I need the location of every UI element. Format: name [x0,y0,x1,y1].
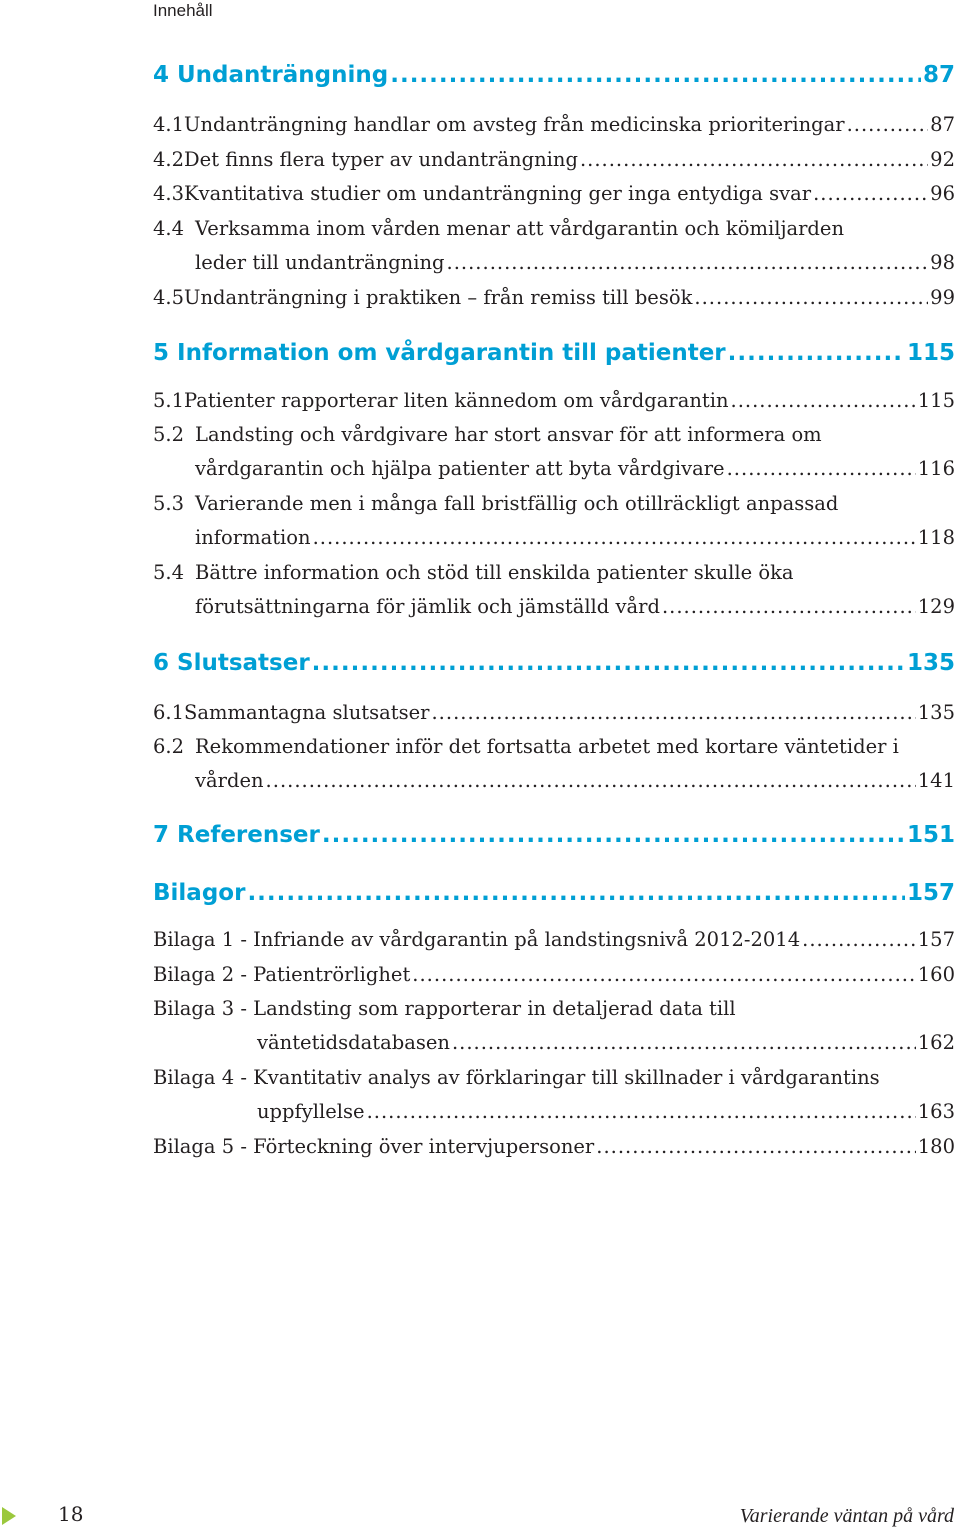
appendix-title: Bilaga 1 - Infriande av vårdgarantin på landstingsnivå 2012-2014 [153,928,801,951]
running-head: Innehåll [153,1,213,20]
section-number: 5.4 [153,561,185,584]
toc-page-number: 157 [917,928,955,951]
section-number: 5.2 [153,423,185,446]
toc-entry-5-3[interactable] [153,487,955,555]
toc-page-number: 135 [906,650,955,676]
toc-entry-4-5[interactable] [153,281,955,315]
section-title: Kvantitativa studier om undanträngning ger inga entydiga svar [184,182,812,205]
appendix-title: Bilaga 2 - Patientrörlighet [153,963,411,986]
triangle-marker-icon [2,1507,16,1525]
toc-entry-5-1[interactable] [153,384,955,418]
toc-page-number: 99 [930,286,955,309]
dot-leader [431,696,915,730]
toc-chapter-label: Bilagor [153,880,246,906]
toc-appendix-2[interactable] [153,958,955,992]
section-number: 5.3 [153,492,185,515]
section-title-continued: information [195,526,311,549]
dot-leader [390,62,921,88]
dot-leader [322,822,905,848]
toc-page-number: 115 [906,340,955,366]
toc-page-number: 129 [917,595,955,618]
section-title: Sammantagna slutsatser [184,701,430,724]
dot-leader [266,764,916,798]
toc-page-number: 162 [917,1031,955,1054]
section-number: 5.1 [153,389,185,412]
toc-entry-4-3[interactable] [153,177,955,211]
toc-chapter-label: 5 Information om vårdgarantin till patienter [153,340,726,366]
toc-chapter-7[interactable] [153,822,955,852]
dot-leader [731,384,916,418]
section-title-continued: vårdgarantin och hjälpa patienter att byta vårdgivare [195,457,725,480]
toc-chapter-label: 6 Slutsatser [153,650,310,676]
dot-leader [728,340,905,366]
toc-appendix-1[interactable] [153,923,955,957]
dot-leader [313,521,916,555]
footer-title: Varierande väntan på vård [739,1505,954,1527]
section-number: 4.2 [153,148,185,171]
toc-page-number: 116 [917,457,955,480]
toc-chapter-4[interactable] [153,62,955,92]
section-number: 6.2 [153,735,185,758]
toc-appendix-4[interactable] [153,1061,955,1129]
toc-entry-6-1[interactable] [153,696,955,730]
dot-leader [447,246,929,280]
section-title: Undanträngning handlar om avsteg från medicinska prioriteringar [184,113,845,136]
section-title-continued: förutsättningarna för jämlik och jämställd vård [195,595,660,618]
toc-page-number: 135 [917,701,955,724]
section-title: Det finns flera typer av undanträngning [184,148,578,171]
appendix-title-continued: uppfyllelse [257,1100,365,1123]
toc-page-number: 87 [922,62,955,88]
toc-page-number: 87 [930,113,955,136]
toc-chapter-bilagor[interactable] [153,880,955,910]
page-number: 18 [58,1502,84,1526]
appendix-title: Bilaga 5 - Förteckning över intervjupersoner [153,1135,595,1158]
toc-page-number: 157 [906,880,955,906]
dot-leader [312,650,905,676]
dot-leader [596,1130,916,1164]
toc-page-number: 180 [917,1135,955,1158]
toc-appendix-5[interactable] [153,1130,955,1164]
dot-leader [813,177,928,211]
toc-page-number: 163 [917,1100,955,1123]
toc-chapter-label: 7 Referenser [153,822,320,848]
section-number: 4.5 [153,286,185,309]
toc-page-number: 96 [930,182,955,205]
toc-page-number: 115 [917,389,955,412]
appendix-title: Bilaga 3 - Landsting som rapporterar in detaljerad data till [153,997,736,1020]
section-title-continued: vården [195,769,264,792]
toc-chapter-5[interactable] [153,340,955,370]
toc-chapter-label: 4 Undanträngning [153,62,389,88]
dot-leader [412,958,915,992]
dot-leader [662,590,916,624]
toc-page-number: 98 [930,251,955,274]
toc-page-number: 118 [917,526,955,549]
section-title-continued: leder till undanträngning [195,251,445,274]
toc-chapter-6[interactable] [153,650,955,680]
toc-appendix-3[interactable] [153,992,955,1060]
toc-page-number: 92 [930,148,955,171]
dot-leader [580,143,928,177]
section-title: Landsting och vårdgivare har stort ansvar för att informera om [195,423,822,446]
toc-entry-4-2[interactable] [153,143,955,177]
toc-entry-6-2[interactable] [153,730,955,798]
section-number: 4.3 [153,182,185,205]
toc-entry-5-4[interactable] [153,556,955,624]
toc-page-number: 160 [917,963,955,986]
section-number: 6.1 [153,701,185,724]
toc-page-number: 151 [906,822,955,848]
dot-leader [247,880,905,906]
toc-entry-5-2[interactable] [153,418,955,486]
section-title: Undanträngning i praktiken – från remiss till besök [184,286,693,309]
dot-leader [452,1026,916,1060]
dot-leader [847,108,929,142]
section-title: Patienter rapporterar liten kännedom om vårdgarantin [184,389,729,412]
appendix-title-continued: väntetidsdatabasen [257,1031,450,1054]
appendix-title: Bilaga 4 - Kvantitativ analys av förklaringar till skillnader i vårdgarantins [153,1066,880,1089]
dot-leader [727,452,916,486]
toc-entry-4-1[interactable] [153,108,955,142]
section-title: Varierande men i många fall bristfällig och otillräckligt anpassad [195,492,839,515]
dot-leader [802,923,916,957]
section-title: Verksamma inom vården menar att vårdgarantin och kömiljarden [195,217,845,240]
section-title: Bättre information och stöd till enskilda patienter skulle öka [195,561,794,584]
section-number: 4.4 [153,217,185,240]
toc-entry-4-4[interactable] [153,212,955,280]
dot-leader [367,1095,916,1129]
dot-leader [694,281,928,315]
toc-page-number: 141 [917,769,955,792]
section-title: Rekommendationer inför det fortsatta arbetet med kortare väntetider i [195,735,899,758]
section-number: 4.1 [153,113,185,136]
